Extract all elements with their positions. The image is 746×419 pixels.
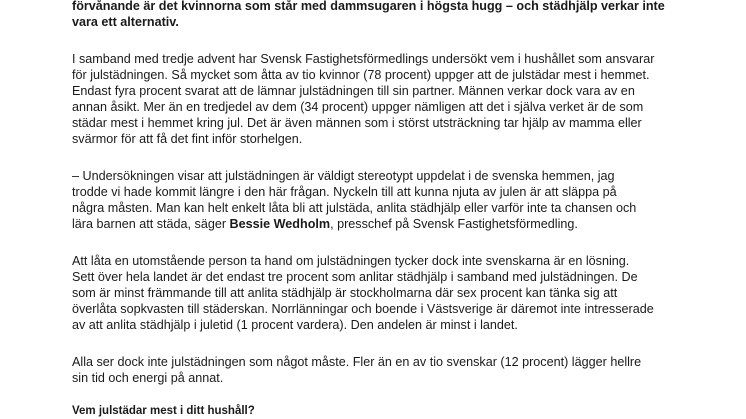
- paragraph1-line-4: annan åsikt. Mer än en tredjedel av dem (34 procent) uppger nämligen att det i själva verket är de som: [72, 100, 644, 114]
- paragraph3-line-4: överlåta sopkvasten till städerskan. Norrlänningar och boende i Västsverige är däremot inte intresserade: [72, 302, 654, 316]
- quote-line-1: – Undersökningen visar att julstädningen är väldigt stereotypt uppdelat i de svenska hemmen, jag: [72, 169, 615, 183]
- quote-line-3: några måsten. Man kan helt enkelt låta bli att julstäda, anlita städhjälp eller varför inte ta chansen och: [72, 201, 637, 215]
- paragraph3-line-2: Sett över hela landet är det endast tre procent som anlitar städhjälp i samband med julstädningen. De: [72, 270, 638, 284]
- section-heading: Vem julstädar mest i ditt hushåll?: [72, 405, 255, 417]
- quote-line-4: [72, 216, 578, 232]
- paragraph1-line-3: Endast fyra procent svarat att de lämnar julstädningen till sin partner. Männen verkar dock vara av en: [72, 84, 635, 98]
- paragraph3-line-3: som är minst främmande till att anlita städhjälp är stockholmarna där sex procent kan tänka sig att: [72, 286, 618, 300]
- spokesperson-name: Bessie Wedholm: [229, 217, 331, 231]
- quote-text-before-name: lära barnen att städa, säger: [72, 217, 230, 231]
- paragraph1-line-1: I samband med tredje advent har Svensk Fastighetsförmedlings undersökt vem i hushållet som ansvarar: [72, 52, 655, 66]
- paragraph3-line-1: Att låta en utomstående person ta hand om julstädningen tycker dock inte svenskarna är en lösning.: [72, 254, 630, 268]
- paragraph4-line-1: Alla ser dock inte julstädningen som något måste. Fler än en av tio svenskar (12 procent) lägger hellre: [72, 355, 642, 369]
- paragraph1-line-6: svärmor för att få det fint inför storhelgen.: [72, 132, 303, 146]
- quote-line-2: trodde vi hade kommit längre i den här frågan. Nyckeln till att kunna njuta av julen är att släppa på: [72, 185, 617, 199]
- paragraph4-line-2: sin tid och energi på annat.: [72, 371, 224, 385]
- intro-line-1: förvånande är det kvinnorna som står med dammsugaren i högsta hugg – och städhjälp verkar inte: [72, 0, 665, 13]
- paragraph1-line-2: för julstädningen. Så mycket som åtta av tio kvinnor (78 procent) uppger att de julstädar mest i hemmet.: [72, 68, 650, 82]
- quote-text-after-name: , presschef på Svensk Fastighetsförmedling.: [330, 217, 578, 231]
- intro-line-2: vara ett alternativ.: [72, 15, 179, 29]
- paragraph3-line-5: av att anlita städhjälp i juletid (1 procent vardera). Den andelen är minst i landet.: [72, 318, 518, 332]
- paragraph1-line-5: städar mest i hemmet kring jul. Det är även männen som i störst utsträckning tar hjälp av mamma eller: [72, 116, 642, 130]
